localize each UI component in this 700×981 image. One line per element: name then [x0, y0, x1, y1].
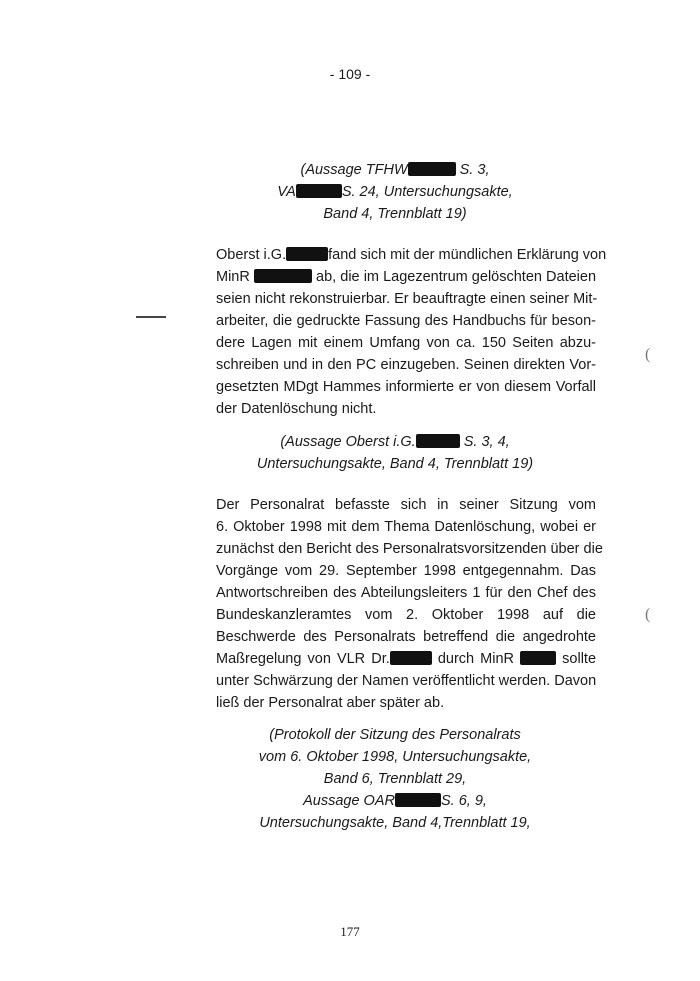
paragraph-line: Bundeskanzleramtes vom 2. Oktober 1998 auf die [216, 607, 596, 623]
citation-text: (Aussage Oberst i.G. [280, 434, 416, 450]
redaction-bar [520, 651, 556, 665]
citation-line [170, 181, 620, 203]
citation-text: VA [277, 184, 296, 200]
redaction-bar [286, 247, 328, 261]
citation-text: (Aussage TFHW [300, 162, 408, 178]
paragraph-line: arbeiter, die gedruckte Fassung des Handbuchs für beson- [216, 313, 596, 329]
redaction-bar [395, 793, 441, 807]
citation-line: (Protokoll der Sitzung des Personalrats [269, 727, 521, 743]
redaction-bar [254, 269, 312, 283]
paragraph-line: unter Schwärzung der Namen veröffentlicht werden. Davon [216, 673, 597, 689]
paragraph-line [216, 244, 607, 266]
citation-line: Untersuchungsakte, Band 4,Trennblatt 19, [259, 815, 531, 831]
citation-text: S. 3, [455, 162, 490, 178]
citation-text: Aussage OAR [303, 793, 395, 809]
citation-line [170, 431, 620, 453]
citation-block-2 [170, 431, 620, 475]
redaction-bar [408, 162, 456, 176]
paragraph-line: Antwortschreiben des Abteilungsleiters 1 für den Chef des [216, 585, 596, 601]
redaction-bar [390, 651, 432, 665]
citation-text: S. 6, 9, [440, 793, 487, 809]
paragraph-line: gesetzten MDgt Hammes informierte er von diesem Vorfall [216, 379, 596, 395]
scan-speck: ( [645, 346, 651, 363]
paragraph-line: ließ der Personalrat aber später ab. [216, 695, 445, 711]
paragraph-text: sollte [562, 651, 597, 667]
paragraph-line: der Datenlöschung nicht. [216, 401, 377, 417]
body-paragraph-1 [216, 244, 607, 420]
paragraph-text: Oberst i.G. [216, 247, 287, 263]
citation-line: Untersuchungsakte, Band 4, Trennblatt 19) [256, 456, 534, 472]
citation-text: S. 24, Untersuchungsakte, [341, 184, 513, 200]
paragraph-line: Der Personalrat befasste sich in seiner Sitzung vom [216, 497, 596, 513]
paragraph-text: Maßregelung von VLR Dr. [216, 651, 390, 667]
redaction-bar [296, 184, 342, 198]
page-footer-number: 177 [340, 924, 360, 939]
paragraph-line: Beschwerde des Personalrats betreffend die angedrohte [216, 629, 596, 645]
citation-line: vom 6. Oktober 1998, Untersuchungsakte, [258, 749, 532, 765]
citation-line: Band 4, Trennblatt 19) [323, 206, 467, 222]
redaction-bar [416, 434, 460, 448]
margin-mark [136, 316, 166, 318]
citation-block-3 [170, 724, 620, 834]
citation-line [170, 159, 620, 181]
paragraph-line: dere Lagen mit einem Umfang von ca. 150 Seiten abzu- [216, 335, 596, 351]
citation-line [170, 790, 620, 812]
body-paragraph-2 [216, 494, 603, 714]
paragraph-line: Vorgänge vom 29. September 1998 entgegennahm. Das [216, 563, 596, 579]
paragraph-text: ab, die im Lagezentrum gelöschten Dateien [316, 269, 597, 285]
paragraph-text: MinR [216, 269, 250, 285]
page-header-number: - 109 - [329, 66, 371, 82]
paragraph-line [216, 648, 596, 670]
paragraph-line: seien nicht rekonstruierbar. Er beauftragte einen seiner Mit- [216, 291, 598, 307]
paragraph-text: fand sich mit der mündlichen Erklärung von [328, 247, 607, 263]
scan-speck: ( [645, 606, 651, 623]
paragraph-line [216, 266, 596, 288]
citation-block-1 [170, 159, 620, 225]
paragraph-text: durch MinR [437, 651, 515, 667]
citation-text: S. 3, 4, [459, 434, 510, 450]
paragraph-line: schreiben und in den PC einzugeben. Seinen direkten Vor- [216, 357, 596, 373]
citation-line: Band 6, Trennblatt 29, [323, 771, 467, 787]
paragraph-line: 6. Oktober 1998 mit dem Thema Datenlöschung, wobei er [216, 519, 596, 535]
paragraph-line: zunächst den Bericht des Personalratsvorsitzenden über die [216, 541, 603, 557]
